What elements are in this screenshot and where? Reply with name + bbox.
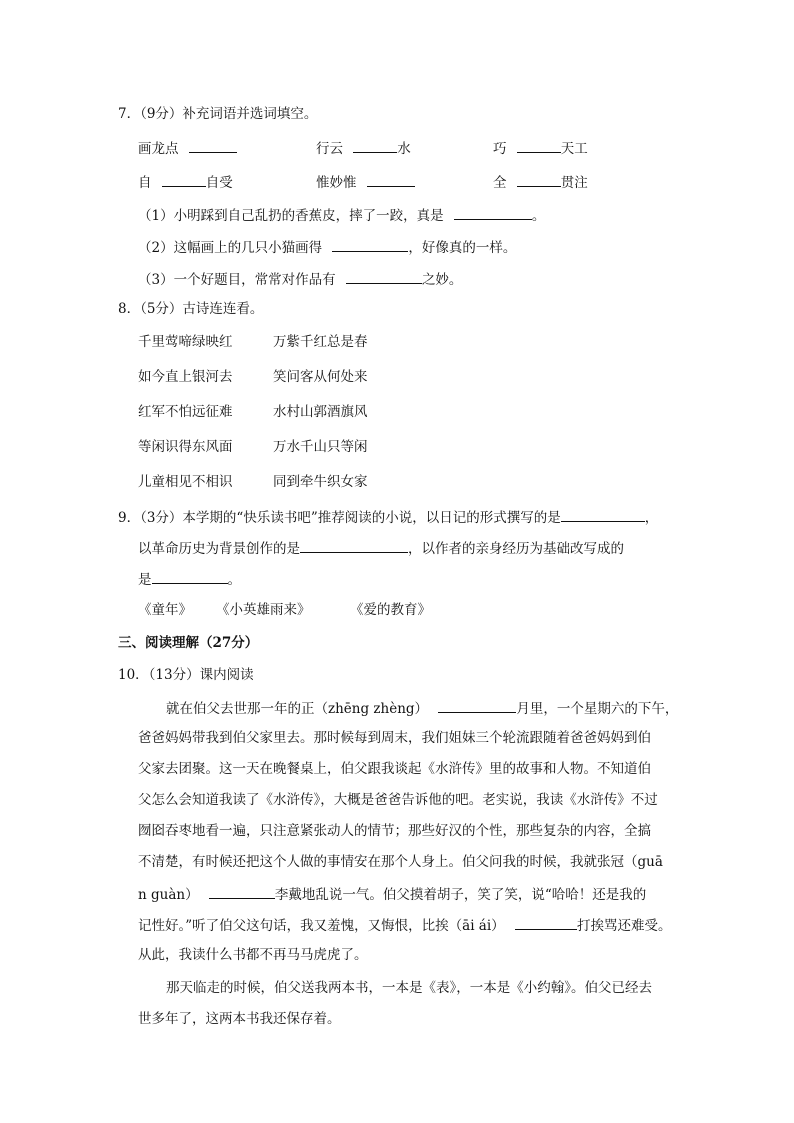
passage-line: 父怎么会知道我读了《水浒传》，大概是爸爸告诉他的吧。老实说，我读《水浒传》不过 bbox=[138, 792, 658, 808]
q7-item-1 bbox=[138, 138, 237, 158]
q9-line-2-text: 以革命历史为背景创作的是 bbox=[138, 541, 300, 557]
answer-blank[interactable] bbox=[515, 915, 577, 930]
passage-line: 不清楚，有时候还把这个人做的事情安在那个人身上。伯父问我的时候，我就张冠（guā bbox=[138, 854, 663, 870]
q7-sentence-3-end: 之妙。 bbox=[421, 272, 463, 288]
q7-sentence-1 bbox=[138, 205, 545, 225]
book-option-3[interactable]: 《爱的教育》 bbox=[350, 602, 431, 618]
book-option-1[interactable]: 《童年》 bbox=[138, 602, 192, 618]
answer-blank[interactable] bbox=[561, 507, 645, 522]
q9-line-3-text: 是 bbox=[138, 572, 152, 588]
answer-blank[interactable] bbox=[353, 138, 397, 153]
q7-item-2-text-a: 行云 bbox=[316, 141, 343, 157]
answer-blank[interactable] bbox=[517, 138, 561, 153]
q9-line-2-end: ，以作者的亲身经历为基础改写成的 bbox=[408, 541, 624, 557]
q9-line-1 bbox=[118, 507, 658, 527]
q7-header: 7．（9分）补充词语并选词填空。 bbox=[118, 106, 318, 122]
q7-sentence-2-text: （2）这幅画上的几只小猫画得 bbox=[138, 240, 323, 256]
poem-right-1[interactable]: 万紫千红总是春 bbox=[273, 334, 368, 350]
passage-text: 打挨骂还难受。 bbox=[576, 918, 672, 934]
answer-blank[interactable] bbox=[367, 172, 415, 187]
answer-blank[interactable] bbox=[152, 569, 228, 584]
q7-item-5 bbox=[316, 172, 415, 192]
q9-line-1-text: 9．（3分）本学期的“快乐读书吧”推荐阅读的小说，以日记的形式撰写的是 bbox=[118, 510, 561, 526]
passage-line: 囫囵吞枣地看一遍，只注意紧张动人的情节；那些好汉的个性，那些复杂的内容，全搞 bbox=[138, 823, 651, 839]
q7-item-6 bbox=[493, 172, 588, 192]
q10-header: 10．（13分）课内阅读 bbox=[118, 667, 254, 683]
answer-blank[interactable] bbox=[209, 884, 275, 899]
passage-text: n guàn） bbox=[138, 887, 199, 903]
answer-blank[interactable] bbox=[517, 172, 561, 187]
q7-item-4-text-b: 自受 bbox=[205, 175, 233, 191]
passage-line: 父家去团聚。这一天在晚餐桌上，伯父跟我谈起《水浒传》里的故事和人物。不知道伯 bbox=[138, 761, 651, 777]
q7-sentence-3-text: （3）一个好题目，常常对作品有 bbox=[138, 272, 336, 288]
answer-blank[interactable] bbox=[332, 237, 408, 252]
passage-text: 记性好。”听了伯父这句话，我又羞愧，又悔恨，比挨（āi ái） bbox=[138, 918, 505, 934]
poem-left-2[interactable]: 如今直上银河去 bbox=[138, 369, 233, 385]
passage-line bbox=[166, 698, 678, 718]
passage-text: 李戴地乱说一气。伯父摸着胡子，笑了笑，说“哈哈！还是我的 bbox=[274, 887, 647, 903]
poem-right-4[interactable]: 万水千山只等闲 bbox=[273, 439, 368, 455]
q7-item-1-text: 画龙点 bbox=[138, 141, 179, 157]
q7-item-3 bbox=[493, 138, 588, 158]
answer-blank[interactable] bbox=[454, 205, 532, 220]
section-title: 三、阅读理解（27分） bbox=[118, 635, 259, 651]
q9-line-3-end: 。 bbox=[227, 572, 241, 588]
q7-item-5-text: 惟妙惟 bbox=[316, 175, 357, 191]
answer-blank[interactable] bbox=[438, 698, 516, 713]
poem-left-3[interactable]: 红军不怕远征难 bbox=[138, 404, 233, 420]
q7-item-3-text-b: 天工 bbox=[560, 141, 588, 157]
passage-line: 从此，我读什么书都不再马马虎虎了。 bbox=[138, 947, 368, 963]
answer-blank[interactable] bbox=[189, 138, 237, 153]
q7-sentence-2-end: ，好像真的一样。 bbox=[408, 240, 517, 256]
q7-item-4-text-a: 自 bbox=[138, 175, 152, 191]
q7-sentence-1-end: 。 bbox=[531, 208, 546, 224]
passage-line: 爸爸妈妈带我到伯父家里去。那时候每到周末，我们姐妹三个轮流跟随着爸爸妈妈到伯 bbox=[138, 730, 651, 746]
passage-line: 世多年了，这两本书我还保存着。 bbox=[138, 1011, 341, 1027]
poem-left-4[interactable]: 等闲识得东风面 bbox=[138, 439, 233, 455]
q7-item-3-text-a: 巧 bbox=[493, 141, 507, 157]
poem-left-5[interactable]: 儿童相见不相识 bbox=[138, 474, 233, 490]
poem-left-1[interactable]: 千里莺啼绿映红 bbox=[138, 334, 233, 350]
answer-blank[interactable] bbox=[162, 172, 206, 187]
passage-line bbox=[138, 884, 646, 904]
q7-sentence-1-text: （1）小明踩到自己乱扔的香蕉皮，摔了一跤，真是 bbox=[138, 208, 444, 224]
q9-line-1-end: ， bbox=[644, 510, 659, 526]
poem-right-5[interactable]: 同到牵牛织女家 bbox=[273, 474, 368, 490]
book-option-2[interactable]: 《小英雄雨来》 bbox=[216, 602, 311, 618]
q8-header: 8．（5分）古诗连连看。 bbox=[118, 301, 264, 317]
passage-line bbox=[138, 915, 671, 935]
q7-item-4 bbox=[138, 172, 233, 192]
answer-blank[interactable] bbox=[300, 538, 408, 553]
q7-sentence-2 bbox=[138, 237, 516, 257]
poem-right-3[interactable]: 水村山郭酒旗风 bbox=[273, 404, 368, 420]
q7-item-6-text-b: 贯注 bbox=[560, 175, 588, 191]
q9-line-3 bbox=[138, 569, 241, 589]
q7-sentence-3 bbox=[138, 269, 462, 289]
q7-item-2 bbox=[316, 138, 411, 158]
passage-line: 那天临走的时候，伯父送我两本书，一本是《表》，一本是《小约翰》。伯父已经去 bbox=[166, 980, 652, 996]
q7-item-2-text-b: 水 bbox=[397, 141, 411, 157]
passage-text: 月里，一个星期六的下午， bbox=[516, 701, 679, 717]
q9-line-2 bbox=[138, 538, 624, 558]
answer-blank[interactable] bbox=[346, 269, 422, 284]
q7-item-6-text-a: 全 bbox=[493, 175, 507, 191]
passage-text: 就在伯父去世那一年的正（zhēng zhèng） bbox=[166, 701, 429, 717]
poem-right-2[interactable]: 笑问客从何处来 bbox=[273, 369, 368, 385]
